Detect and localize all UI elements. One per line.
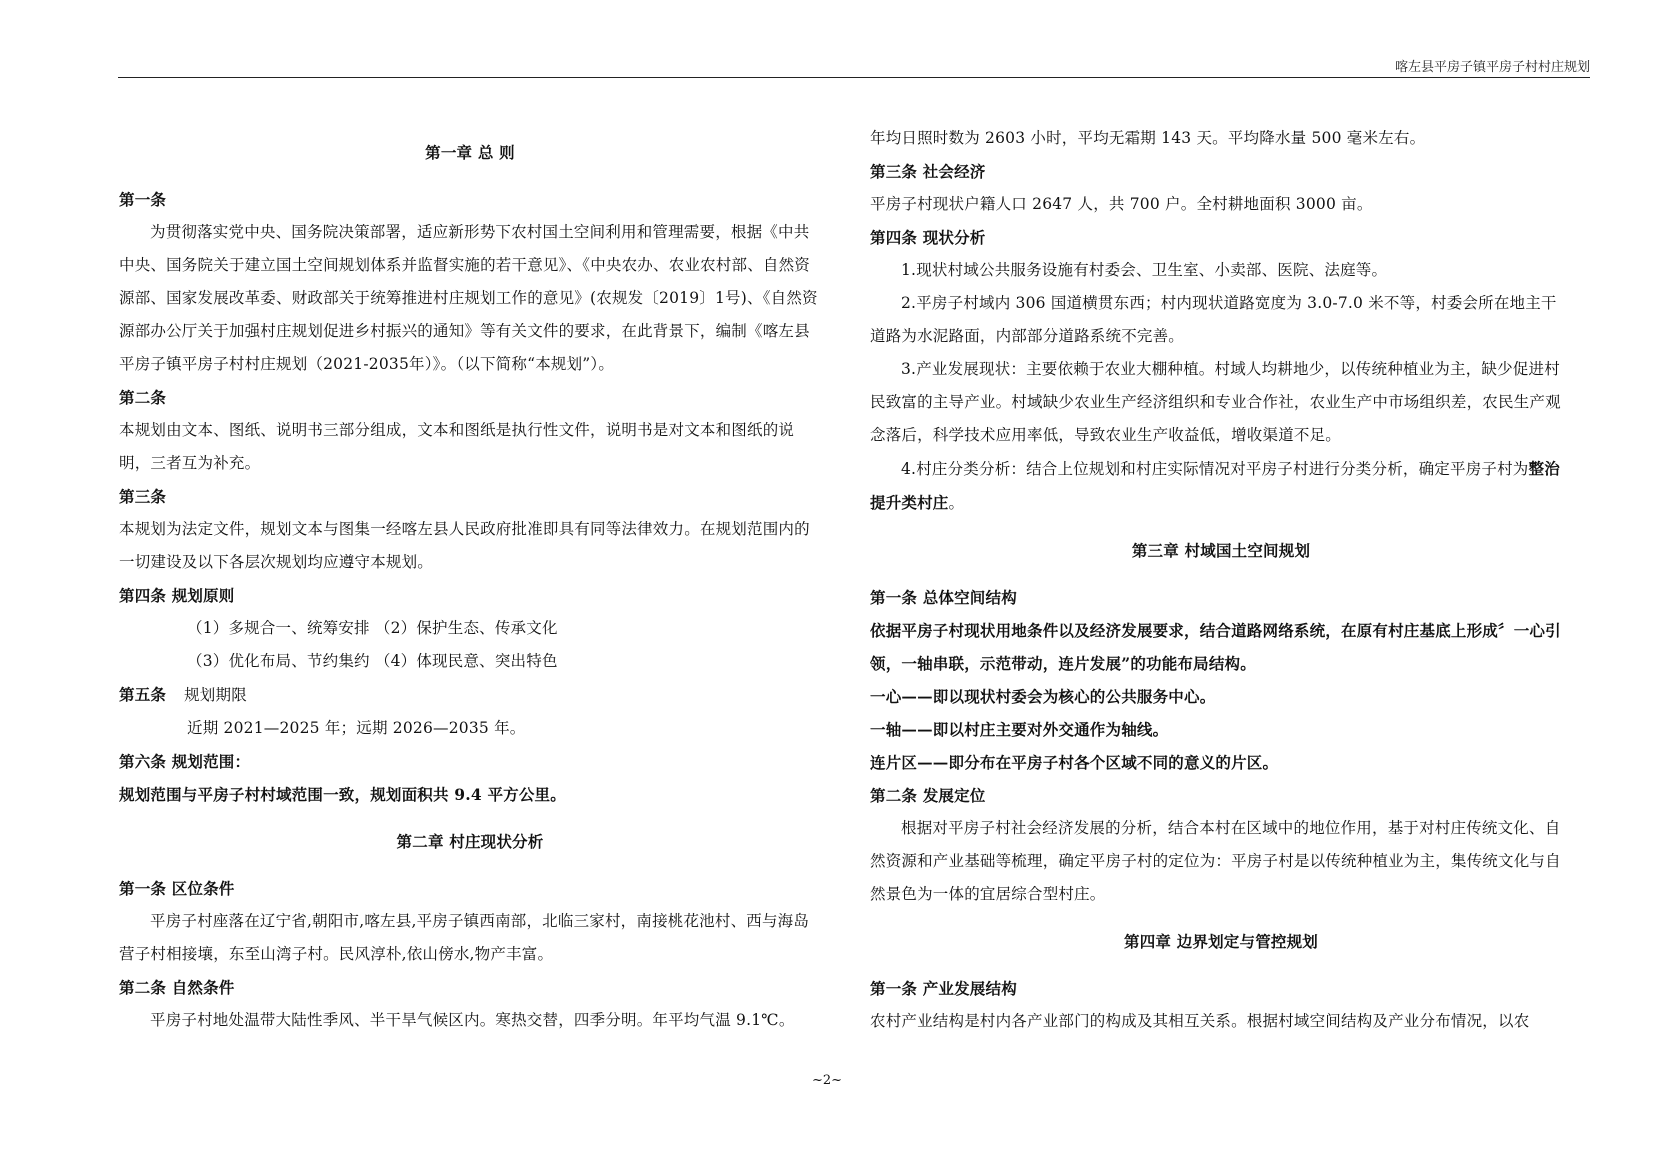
article-body: 平房子村座落在辽宁省,朝阳市,喀左县,平房子镇西南部，北临三家村，南接桃花池村、西与海岛营子村相接壤，东至山湾子村。民风淳朴,依山傍水,物产丰富。 (119, 912, 810, 963)
chapter-4-title: 第四章 边界划定与管控规划 (1124, 932, 1318, 951)
article-label: 第五条 (119, 685, 167, 704)
header-rule (118, 77, 1590, 78)
analysis-item (870, 452, 1572, 520)
header-title: 喀左县平房子镇平房子村村庄规划 (1394, 60, 1590, 75)
article-title: 第一条 产业发展结构 (870, 979, 1017, 998)
article-body: 根据对平房子村社会经济发展的分析，结合本村在区域中的地位作用，基于对村庄传统文化、自然资源和产业基础等梳理，确定平房子村的定位为：平房子村是以传统种植业为主，集传统文化与自然景色为一体的宜居综合型村庄。 (870, 819, 1561, 903)
article-body: 本规划由文本、图纸、说明书三部分组成，文本和图纸是执行性文件，说明书是对文本和图纸的说明，三者互为补充。 (119, 421, 795, 472)
article-body: 农村产业结构是村内各产业部门的构成及其相互关系。根据村域空间结构及产业分布情况，以农 (870, 1012, 1530, 1030)
page-number: ~2~ (811, 1073, 843, 1088)
article-title: 第一条 (119, 190, 167, 209)
structure-line: 一轴——即以村庄主要对外交通作为轴线。 (870, 720, 1169, 739)
article-body: 依据平房子村现状用地条件以及经济发展要求，结合道路网络系统，在原有村庄基底上形成〞一心引领，一轴串联，示范带动，连片发展”的功能布局结构。 (870, 621, 1561, 673)
analysis-item: 1.现状村域公共服务设施有村委会、卫生室、小卖部、医院、法庭等。 (901, 261, 1388, 279)
article-body: 为贯彻落实党中央、国务院决策部署，适应新形势下农村国土空间利用和管理需要，根据《中共中央、国务院关于建立国土空间规划体系并监督实施的若干意见》、《中央农办、农业农村部、自然资源部、国家发展改革委、财政部关于统筹推进村庄规划工作的意见》(农规发〔2019〕1号)、《自然资源部办公厅关于加强村庄规划促进乡村振兴的通知》等有关文件的要求，在此背景下，编制《喀左县平房子镇平房子村村庄规划（2021-2035年）》。（以下简称“本规划”）。 (119, 223, 818, 373)
article-body: 规划范围与平房子村村域范围一致，规划面积共 9.4 平方公里。 (119, 785, 566, 804)
article-title: 第二条 自然条件 (119, 978, 235, 997)
principle-line: （1）多规合一、统筹安排 （2）保护生态、传承文化 (187, 619, 558, 637)
article-title: 第三条 社会经济 (870, 162, 986, 181)
article-title: 第二条 (119, 388, 167, 407)
article-body: 本规划为法定文件，规划文本与图集一经喀左县人民政府批准即具有同等法律效力。在规划范围内的一切建设及以下各层次规划均应遵守本规划。 (119, 520, 810, 571)
chapter-1-title: 第一章 总 则 (425, 143, 515, 162)
article-title: 第一条 区位条件 (119, 879, 235, 898)
analysis-item: 3.产业发展现状：主要依赖于农业大棚种植。村域人均耕地少，以传统种植业为主，缺少促进村民致富的主导产业。村域缺少农业生产经济组织和专业合作社，农业生产中市场组织差，农民生产观念落后，科学技术应用率低，导致农业生产收益低，增收渠道不足。 (870, 360, 1561, 444)
analysis-item: 2.平房子村域内 306 国道横贯东西；村内现状道路宽度为 3.0-7.0 米不等，村委会所在地主干道路为水泥路面，内部部分道路系统不完善。 (870, 294, 1557, 345)
structure-line: 连片区——即分布在平房子村各个区域不同的意义的片区。 (870, 753, 1279, 772)
article-title: 第三条 (119, 487, 167, 506)
analysis-end: 。 (948, 494, 965, 512)
chapter-2-title: 第二章 村庄现状分析 (396, 832, 544, 851)
article-title: 第一条 总体空间结构 (870, 588, 1017, 607)
article-body: 平房子村现状户籍人口 2647 人，共 700 户。全村耕地面积 3000 亩。 (870, 195, 1373, 213)
article-title: 第二条 发展定位 (870, 786, 986, 805)
village-category: 整治提升类村庄 (870, 459, 1560, 512)
article-label-text: 规划期限 (184, 686, 247, 704)
planning-period: 近期 2021—2025 年；远期 2026—2035 年。 (187, 719, 526, 737)
principle-line: （3）优化布局、节约集约 （4）体现民意、突出特色 (187, 652, 558, 670)
article-title: 第四条 规划原则 (119, 586, 235, 605)
article-title: 第六条 规划范围： (119, 752, 251, 771)
article-title: 第四条 现状分析 (870, 228, 986, 247)
article-5-line (119, 678, 821, 712)
continued-text: 年均日照时数为 2603 小时，平均无霜期 143 天。平均降水量 500 毫米左右。 (870, 129, 1426, 147)
article-body: 平房子村地处温带大陆性季风、半干旱气候区内。寒热交替，四季分明。年平均气温 9.1℃。 (150, 1011, 795, 1029)
left-column (119, 122, 821, 1037)
structure-line: 一心——即以现状村委会为核心的公共服务中心。 (870, 687, 1216, 706)
right-column (870, 122, 1572, 1038)
analysis-text: 4.村庄分类分析：结合上位规划和村庄实际情况对平房子村进行分类分析，确定平房子村为 (901, 460, 1529, 478)
chapter-3-title: 第三章 村域国土空间规划 (1131, 541, 1311, 560)
